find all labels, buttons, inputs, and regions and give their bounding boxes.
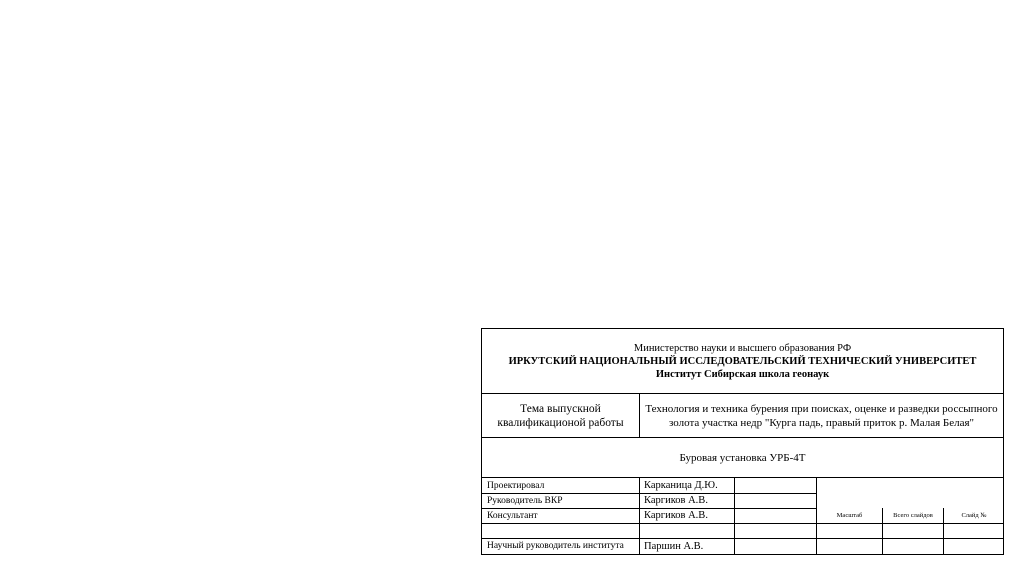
drawing-title: Буровая установка УРБ-4Т (482, 438, 1003, 478)
title-block (481, 328, 1004, 555)
role-label (482, 523, 639, 538)
person-name: Карканица Д.Ю. (644, 480, 718, 491)
theme-text: Технология и техника бурения при поисках, оценке и разведки россыпного золота участка недр "Курга падь, правый приток р. Малая Белая" (645, 402, 998, 429)
scale-header: Масштаб (836, 512, 863, 519)
role-label: Научный руководитель института (487, 541, 624, 551)
signature-grid (482, 478, 1003, 554)
total-slides-header: Всего слайдов (893, 512, 933, 519)
person-name: Каргиков А.В. (644, 495, 708, 506)
university-text: ИРКУТСКИЙ НАЦИОНАЛЬНЫЙ ИССЛЕДОВАТЕЛЬСКИЙ ТЕХНИЧЕСКИЙ УНИВЕРСИТЕТ (508, 355, 977, 367)
role-label: Консультант (487, 510, 538, 521)
theme-row (482, 394, 1003, 438)
institute-text: Институт Сибирская школа геонаук (655, 368, 830, 380)
person-name: Каргиков А.В. (644, 510, 708, 521)
person-name: Паршин А.В. (644, 540, 704, 552)
role-label: Проектировал (487, 480, 545, 491)
slide-number-header: Слайд № (961, 512, 987, 519)
person-name (639, 523, 734, 538)
title-block-header (482, 329, 1003, 394)
ministry-text: Министерство науки и высшего образования РФ (633, 342, 852, 354)
theme-label: Тема выпускной квалификационой работы (482, 394, 640, 437)
role-label: Руководитель ВКР (487, 495, 563, 506)
